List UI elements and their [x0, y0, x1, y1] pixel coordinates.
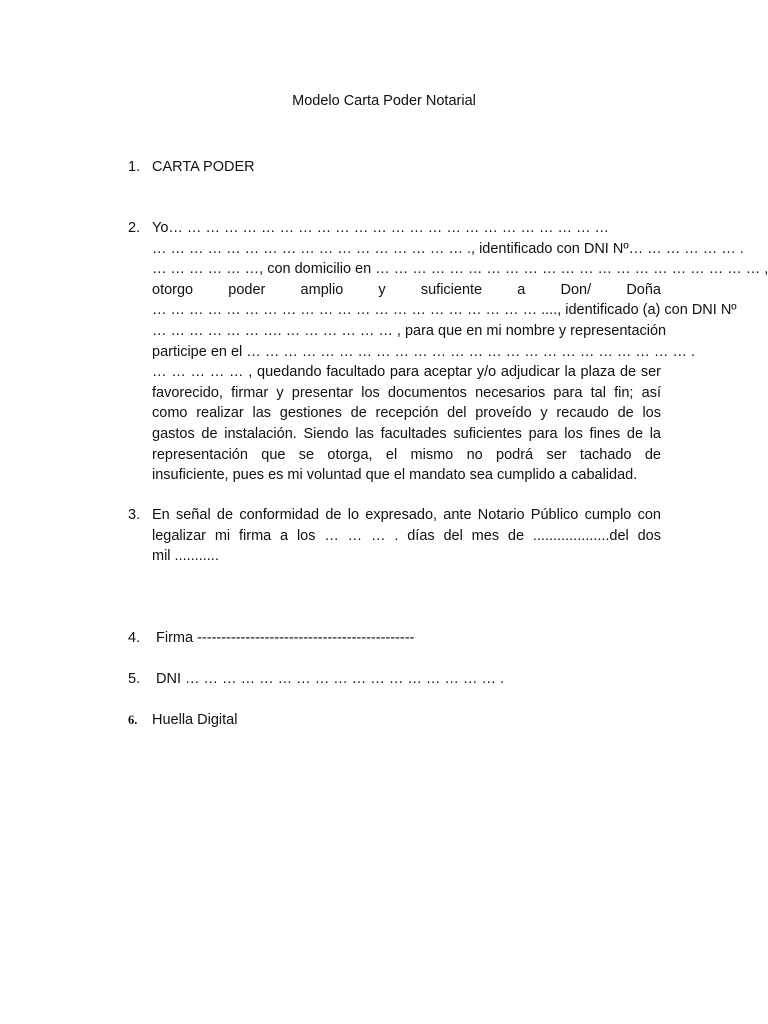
paragraph-line: mil ........... — [152, 548, 219, 565]
paragraph-line: insuficiente, pues es mi voluntad que el mandato sea cumplido a cabalidad. — [152, 467, 638, 484]
conformity-paragraph — [152, 505, 661, 567]
paragraph-line: representación que se otorga, el mismo no podrá ser tachado de — [152, 446, 661, 463]
paragraph-line: legalizar mi firma a los … … … . días del mes de ...................del dos — [152, 527, 661, 544]
document-title: Modelo Carta Poder Notarial — [292, 93, 476, 109]
list-item-4 — [128, 628, 661, 649]
paragraph-line: participe en el … … … … … … … … … … … … … … … … … … … … … … … … . — [152, 343, 696, 360]
paragraph-line: Yo… … … … … … … … … … … … … … … … … … … … … … … … — [152, 220, 610, 236]
paragraph-line: favorecido, firmar y presentar los documentos necesarios para tal fin; así — [152, 384, 661, 401]
item-number: 4. — [128, 630, 141, 646]
paragraph-line: … … … … … , quedando facultado para aceptar y/o adjudicar la plaza de ser — [152, 364, 661, 381]
list-item-3 — [128, 505, 661, 567]
fingerprint-line: Huella Digital — [152, 712, 238, 728]
item-number: 5. — [128, 671, 141, 687]
list-item-1 — [128, 157, 661, 178]
paragraph-line: gastos de instalación. Siendo las facultades suficientes para los fines de la — [152, 425, 661, 442]
list-item-6 — [128, 710, 661, 731]
item-number: 6. — [128, 713, 138, 727]
list-item-2 — [128, 218, 768, 486]
paragraph-line: En señal de conformidad de lo expresado, ante Notario Público cumplo con — [152, 507, 661, 523]
paragraph-line: otorgo poder amplio y suficiente a Don/ Doña — [152, 281, 661, 298]
paragraph-line: … … … … … … … … … … … … … … … … … … … … … ...., identificado (a) con DNI Nº — [152, 302, 737, 319]
item-heading: CARTA PODER — [152, 159, 255, 175]
dni-line: DNI … … … … … … … … … … … … … … … … … . — [156, 671, 505, 687]
paragraph-line: … … … … … … …. … … … … … … , para que en mi nombre y representación — [152, 322, 667, 339]
paragraph-line: como realizar las gestiones de recepción del proveído y recaudo de los — [152, 405, 661, 422]
list-item-5 — [128, 669, 661, 690]
signature-line: Firma --------------------------------------------- — [156, 630, 415, 646]
paragraph-line: … … … … … …, con domicilio en … … … … … … … … … … … … … … … … … … … … … , — [152, 261, 768, 278]
item-number: 1. — [128, 159, 141, 175]
item-number: 2. — [128, 220, 141, 236]
item-number: 3. — [128, 507, 141, 523]
power-of-attorney-paragraph — [152, 218, 768, 486]
paragraph-line: … … … … … … … … … … … … … … … … … ., identificado con DNI Nº… … … … … … . — [152, 240, 744, 257]
